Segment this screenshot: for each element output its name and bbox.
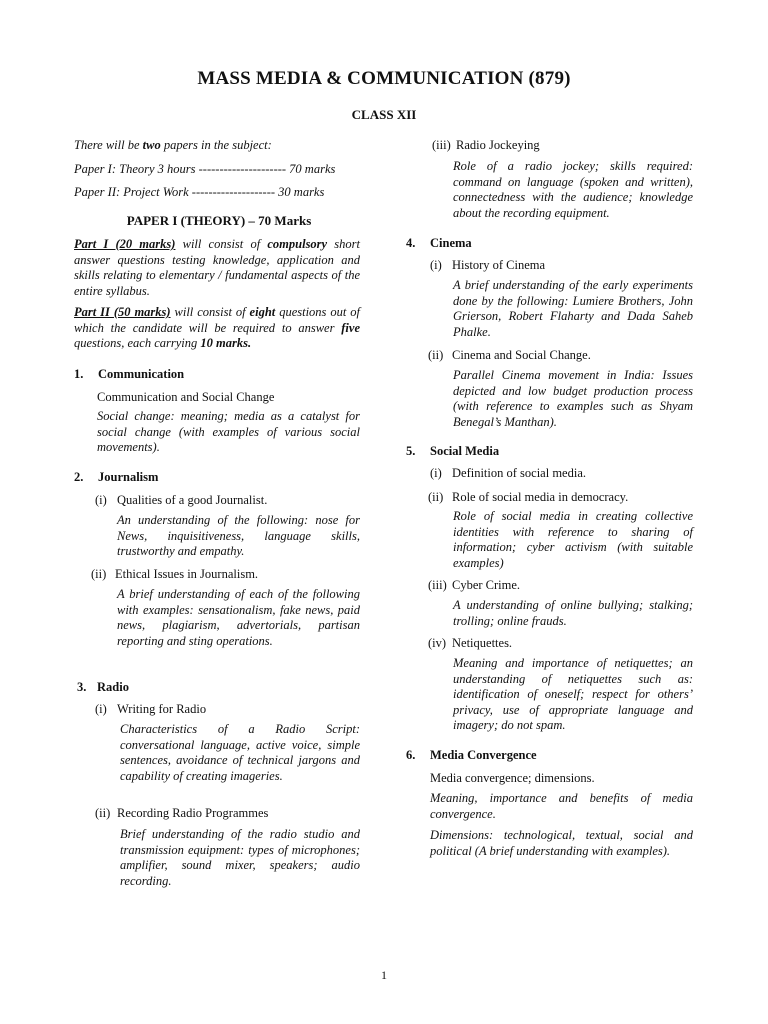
section-1-sub: Communication and Social Change: [97, 390, 275, 404]
section-5-item-iv: (iv) Netiquettes.: [428, 636, 513, 650]
class-subtitle: CLASS XII: [351, 107, 417, 122]
section-3-item-iii: (iii) Radio Jockeying: [432, 138, 540, 152]
section-6-sub: Media convergence; dimensions.: [430, 771, 595, 785]
section-4-item-i: (i) History of Cinema: [430, 258, 546, 272]
section-4-item-ii: (ii) Cinema and Social Change.: [428, 348, 591, 362]
section-3-item-i: (i) Writing for Radio: [95, 702, 207, 716]
section-5-heading: 5. Social Media: [406, 444, 500, 458]
part1-paragraph: Part I (20 marks) will consist of compulsory short answer questions testing knowledge, application and skills relating to elementary / fundamental aspects of the entire syllabus.: [74, 237, 360, 298]
section-5-item-ii: (ii) Role of social media in democracy.: [428, 490, 629, 504]
section-3-item-ii-desc: Brief understanding of the radio studio and transmission equipment: types of microphones; amplifier, sound mixer, speakers; audio recording.: [120, 827, 360, 888]
section-5-item-i: (i) Definition of social media.: [430, 466, 586, 480]
section-6-heading: 6. Media Convergence: [406, 748, 537, 762]
section-4-item-i-desc: A brief understanding of the early experiments done by the following: Lumiere Brothers, John Grierson, Robert Flaharty and Dada Saheb Phalke.: [453, 278, 693, 339]
section-3-item-i-desc: Characteristics of a Radio Script: conversational language, active voice, simple sentences, avoidance of technical jargons and capability of creating imageries.: [120, 722, 360, 783]
section-2-item-ii: (ii) Ethical Issues in Journalism.: [91, 567, 259, 581]
section-5-item-iv-desc: Meaning and importance of netiquettes; an understanding of netiquettes such as: identification of oneself; respect for others’ privacy, use of appropriate language and imagery; do not spam.: [453, 656, 693, 732]
section-2-item-ii-desc: A brief understanding of each of the following with examples: sensationalism, fake news, paid news, plagiarism, advertorials, partisan reporting and sting operations.: [117, 587, 360, 648]
section-3-heading: 3. Radio: [77, 680, 129, 694]
section-4-item-ii-desc: Parallel Cinema movement in India: Issues depicted and low budget production process (with reference to examples such as Shyam Benegal’s Manthan).: [453, 368, 693, 429]
section-6-desc-1: Meaning, importance and benefits of media convergence.: [430, 791, 693, 821]
section-6-desc-2: Dimensions: technological, textual, social and political (A brief understanding with examples).: [430, 828, 693, 858]
paper2-line: Paper II: Project Work -------------------- 30 marks: [74, 185, 325, 199]
section-5-item-iii: (iii) Cyber Crime.: [428, 578, 521, 592]
section-3-item-ii: (ii) Recording Radio Programmes: [95, 806, 269, 820]
part2-paragraph: Part II (50 marks) will consist of eight questions out of which the candidate will be required to answer five questions, each carrying 10 marks.: [74, 305, 361, 350]
section-2-item-i: (i) Qualities of a good Journalist.: [95, 493, 268, 507]
section-4-heading: 4. Cinema: [406, 236, 472, 250]
section-2-item-i-desc: An understanding of the following: nose for News, inquisitiveness, language skills, trustworthy and empathy.: [117, 513, 360, 558]
paper1-line: Paper I: Theory 3 hours --------------------- 70 marks: [74, 162, 336, 176]
section-1-heading: 1. Communication: [74, 367, 185, 381]
page-number: 1: [381, 968, 387, 982]
section-3-item-iii-desc: Role of a radio jockey; skills required: command on language (spoken and written), connectedness with the audience; knowledge about the recording equipment.: [453, 159, 693, 220]
section-5-item-iii-desc: A understanding of online bullying; stalking; trolling; online frauds.: [453, 598, 693, 628]
section-1-desc: Social change: meaning; media as a catalyst for social change (with examples of various social movements).: [97, 409, 360, 454]
section-5-item-ii-desc: Role of social media in creating collective identities with reference to sharing of information; cyber activism (with suitable examples): [453, 509, 693, 570]
intro-line: There will be two papers in the subject:: [74, 138, 272, 152]
document-title: MASS MEDIA & COMMUNICATION (879): [197, 68, 571, 89]
section-2-heading: 2. Journalism: [74, 470, 159, 484]
paper-heading: PAPER I (THEORY) – 70 Marks: [126, 213, 312, 228]
